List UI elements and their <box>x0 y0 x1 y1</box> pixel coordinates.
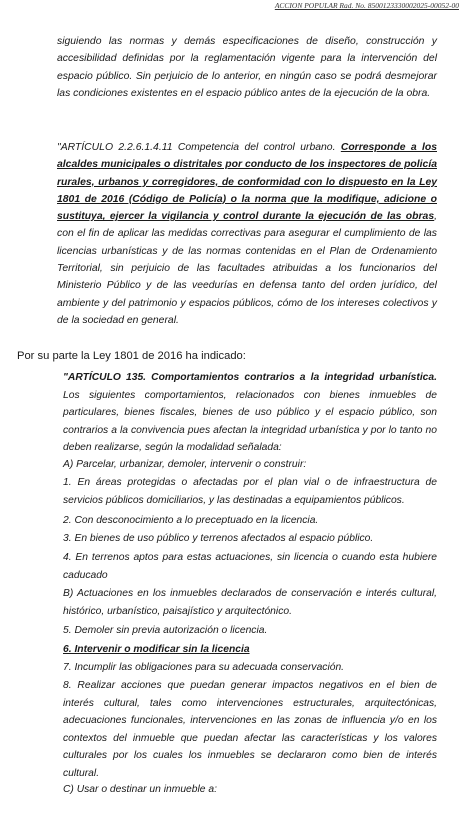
list-item: 8. Realizar acciones que puedan generar impactos negativos en el bien de interés cultural, tales como intervenciones estructurales, arquitectónicas, adecuaciones funcionales, intervenciones en las zonas de influencia y/o en los contextos del inmueble que puedan afectar las características y los valores culturales por los cuales los inmuebles se declararon como bien de interés cultural. <box>63 680 437 779</box>
article-emphasis: Corresponde a los alcaldes municipales o distritales por conducto de los inspectores de policía rurales, urbanos y corregidores, de conformidad con lo dispuesto en la Ley 1801 de 2016 (Código de Policía) o la norma que la modifique, adicione o sustituya, ejercer la vigilancia y control durante la ejecución de las obras <box>57 142 437 223</box>
article-135 <box>63 369 437 457</box>
list-item: 1. En áreas protegidas o afectadas por el plan vial o de infraestructura de servicios públicos domiciliarios, y las destinadas a equipamientos públicos. <box>63 477 437 506</box>
list-item: B) Actuaciones en los inmuebles declarados de conservación e interés cultural, histórico, urbanístico, paisajístico y arquitectónico. <box>63 588 437 617</box>
list-item: A) Parcelar, urbanizar, demoler, intervenir o construir: <box>63 459 307 470</box>
list-item: 3. En bienes de uso público y terrenos afectados al espacio público. <box>63 533 374 544</box>
list-item: 5. Demoler sin previa autorización o licencia. <box>63 625 268 636</box>
list-item: 7. Incumplir las obligaciones para su adecuada conservación. <box>63 662 345 673</box>
list-item: 2. Con desconocimiento a lo preceptuado en la licencia. <box>63 515 319 526</box>
intro-law-1801: Por su parte la Ley 1801 de 2016 ha indicado: <box>17 350 246 362</box>
case-header: ACCION POPULAR Rad. No. 8500123330002025-00052-00 <box>274 1 459 10</box>
list-item: 4. En terrenos aptos para estas actuaciones, sin licencia o cuando esta hubiere caducado <box>63 552 437 581</box>
article-rest: , con el fin de aplicar las medidas correctivas para asegurar el cumplimiento de las licencias urbanísticas y de las normas contenidas en el Plan de Ordenamiento Territorial, sin perjuicio de las facultades atribuidas a los funcionarios del Ministerio Público y de las veedurías en defensa tanto del orden jurídico, del ambiente y del patrimonio y espacios públicos, cómo de los intereses colectivos y de la sociedad en general. <box>57 211 437 326</box>
paragraph-article-2-2-6-1-4-11 <box>57 139 437 329</box>
article-135-title: "ARTÍCULO 135. Comportamientos contrarios a la integridad urbanística. <box>63 372 437 383</box>
paragraph-norms: siguiendo las normas y demás especificaciones de diseño, construcción y accesibilidad definidas por la reglamentación vigente para la intervención del espacio público. Sin perjuicio de lo anterior, en ningún caso se podrá desmejorar las condiciones existentes en el espacio público antes de la ejecución de la obra. <box>57 36 437 99</box>
list-item: 6. Intervenir o modificar sin la licencia <box>63 644 250 655</box>
article-135-body: Los siguientes comportamientos, relacionados con bienes inmuebles de particulares, bienes fiscales, bienes de uso público y el espacio público, son contrarios a la convivencia pues afectan la integridad urbanística y por lo tanto no deben realizarse, según la modalidad señalada: <box>63 389 437 454</box>
article-lead: "ARTÍCULO 2.2.6.1.4.11 Competencia del control urbano. <box>57 142 341 153</box>
list-item: C) Usar o destinar un inmueble a: <box>63 784 217 795</box>
